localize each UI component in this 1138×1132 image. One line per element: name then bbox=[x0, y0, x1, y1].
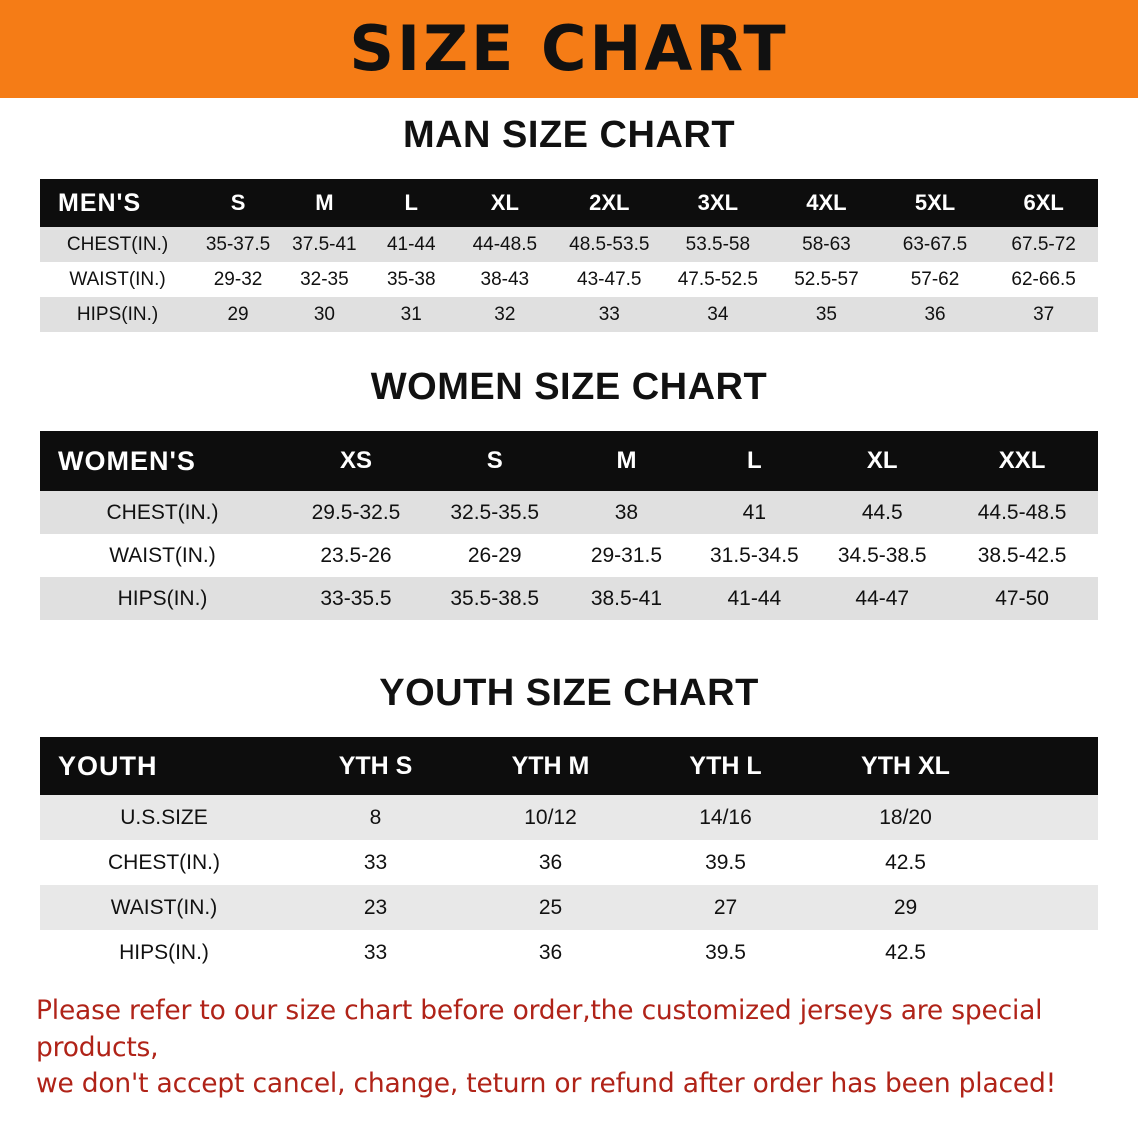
men-col-header: M bbox=[315, 190, 334, 215]
women-col-header: S bbox=[486, 447, 503, 474]
men-size-table bbox=[40, 179, 1098, 332]
men-header-row bbox=[40, 179, 1098, 227]
table-row bbox=[40, 262, 1098, 297]
women-header-row bbox=[40, 431, 1098, 491]
youth-cell: 29 bbox=[893, 895, 918, 919]
men-cell: 32 bbox=[494, 303, 516, 325]
youth-col-header: YTH S bbox=[338, 751, 413, 780]
men-col-header: 2XL bbox=[589, 190, 630, 215]
women-cell: 41 bbox=[742, 500, 767, 524]
table-row bbox=[40, 491, 1098, 534]
women-cell: 34.5-38.5 bbox=[837, 543, 927, 567]
men-col-header: XL bbox=[490, 190, 519, 215]
women-cell: 31.5-34.5 bbox=[709, 543, 799, 567]
youth-cell: 8 bbox=[369, 805, 382, 829]
table-row bbox=[40, 534, 1098, 577]
men-cell: 62-66.5 bbox=[1011, 268, 1076, 290]
men-cell: 33 bbox=[598, 303, 620, 325]
youth-cell: 33 bbox=[363, 940, 388, 964]
youth-cell: 33 bbox=[363, 850, 388, 874]
youth-cell-spacer bbox=[998, 930, 1098, 975]
youth-cell: 42.5 bbox=[885, 940, 926, 964]
table-row bbox=[40, 885, 1098, 930]
men-cell: 38-43 bbox=[480, 268, 530, 290]
youth-cell: 39.5 bbox=[705, 940, 746, 964]
women-cell: 38.5-42.5 bbox=[977, 543, 1067, 567]
women-cell: 47-50 bbox=[995, 586, 1049, 610]
men-cell: 34 bbox=[707, 303, 729, 325]
men-cell: 29 bbox=[227, 303, 249, 325]
men-col-header: 5XL bbox=[914, 190, 956, 215]
women-row-label: WAIST(IN.) bbox=[109, 543, 216, 567]
women-cell: 35.5-38.5 bbox=[450, 586, 540, 610]
women-cell: 23.5-26 bbox=[320, 543, 392, 567]
youth-cell-spacer bbox=[998, 840, 1098, 885]
youth-header-row bbox=[40, 737, 1098, 795]
policy-note bbox=[36, 993, 1102, 1103]
women-cell: 26-29 bbox=[467, 543, 522, 567]
men-cell: 57-62 bbox=[910, 268, 960, 290]
women-cell: 41-44 bbox=[727, 586, 782, 610]
youth-row-label: U.S.SIZE bbox=[120, 805, 208, 829]
women-col-header: L bbox=[747, 447, 762, 474]
youth-col-header: YTH XL bbox=[861, 751, 950, 780]
women-cell: 44.5-48.5 bbox=[977, 500, 1067, 524]
men-cell: 37 bbox=[1033, 303, 1055, 325]
men-col-header: L bbox=[404, 190, 418, 215]
youth-col-header: YTH L bbox=[689, 751, 762, 780]
women-chart-wrap bbox=[40, 431, 1098, 620]
men-cell: 47.5-52.5 bbox=[677, 268, 758, 290]
women-col-header: M bbox=[616, 447, 637, 474]
women-size-table bbox=[40, 431, 1098, 620]
youth-cell: 14/16 bbox=[699, 805, 752, 829]
youth-row-label: HIPS(IN.) bbox=[119, 940, 209, 964]
table-row bbox=[40, 795, 1098, 840]
women-row-label: CHEST(IN.) bbox=[106, 500, 219, 524]
men-cell: 37.5-41 bbox=[292, 233, 357, 255]
women-cell: 38.5-41 bbox=[590, 586, 663, 610]
youth-cell: 36 bbox=[538, 850, 563, 874]
women-col-header: XXL bbox=[998, 447, 1046, 474]
men-cell: 43-47.5 bbox=[577, 268, 642, 290]
men-col-header: 4XL bbox=[806, 190, 847, 215]
men-row-label: WAIST(IN.) bbox=[69, 268, 166, 290]
men-cell: 35-37.5 bbox=[205, 233, 271, 255]
youth-cell: 18/20 bbox=[879, 805, 932, 829]
men-cell: 35 bbox=[815, 303, 837, 325]
women-cell: 33-35.5 bbox=[320, 586, 392, 610]
women-cell: 29.5-32.5 bbox=[311, 500, 401, 524]
men-col-header: 3XL bbox=[697, 190, 739, 215]
youth-cell-spacer bbox=[998, 795, 1098, 840]
youth-cell-spacer bbox=[998, 885, 1098, 930]
men-row-label: HIPS(IN.) bbox=[76, 303, 159, 325]
men-cell: 32-35 bbox=[300, 268, 349, 290]
youth-row-label: CHEST(IN.) bbox=[108, 850, 220, 874]
youth-row-label: WAIST(IN.) bbox=[110, 895, 218, 919]
women-section-heading: WOMEN SIZE CHART bbox=[370, 366, 768, 408]
men-col-header: S bbox=[230, 190, 246, 215]
men-cell: 35-38 bbox=[386, 268, 436, 290]
youth-col-spacer bbox=[998, 737, 1098, 795]
men-col-header: 6XL bbox=[1023, 190, 1064, 215]
women-corner-label: WOMEN'S bbox=[58, 445, 196, 476]
women-col-header: XL bbox=[866, 447, 898, 474]
men-cell: 31 bbox=[400, 303, 422, 325]
youth-corner-label: YOUTH bbox=[58, 750, 158, 781]
women-cell: 44-47 bbox=[855, 586, 910, 610]
youth-chart-wrap bbox=[40, 737, 1098, 975]
youth-cell: 36 bbox=[538, 940, 563, 964]
table-row bbox=[40, 930, 1098, 975]
men-cell: 36 bbox=[924, 303, 946, 325]
table-row bbox=[40, 840, 1098, 885]
men-cell: 29-32 bbox=[213, 268, 263, 290]
men-corner-label: MEN'S bbox=[58, 188, 142, 217]
table-row bbox=[40, 577, 1098, 620]
policy-note-line-1: Please refer to our size chart before order,the customized jerseys are special products, bbox=[36, 995, 1043, 1063]
men-row-label: CHEST(IN.) bbox=[66, 233, 169, 255]
table-row bbox=[40, 227, 1098, 262]
men-section-heading: MAN SIZE CHART bbox=[402, 114, 736, 156]
youth-cell: 23 bbox=[363, 895, 388, 919]
men-cell: 44-48.5 bbox=[472, 233, 538, 255]
youth-cell: 39.5 bbox=[705, 850, 746, 874]
youth-cell: 10/12 bbox=[524, 805, 577, 829]
men-cell: 63-67.5 bbox=[902, 233, 968, 255]
youth-cell: 25 bbox=[538, 895, 563, 919]
youth-cell: 42.5 bbox=[885, 850, 926, 874]
women-cell: 44.5 bbox=[861, 500, 903, 524]
youth-cell: 27 bbox=[713, 895, 738, 919]
women-cell: 38 bbox=[614, 500, 639, 524]
youth-size-table bbox=[40, 737, 1098, 975]
men-cell: 53.5-58 bbox=[685, 233, 751, 255]
women-row-label: HIPS(IN.) bbox=[117, 586, 208, 610]
men-chart-wrap bbox=[40, 179, 1098, 332]
men-cell: 67.5-72 bbox=[1011, 233, 1076, 255]
youth-col-header: YTH M bbox=[511, 751, 590, 780]
table-row bbox=[40, 297, 1098, 332]
women-col-header: XS bbox=[339, 447, 372, 474]
youth-section-heading: YOUTH SIZE CHART bbox=[379, 672, 759, 714]
men-cell: 52.5-57 bbox=[794, 268, 859, 290]
policy-note-line-2: we don't accept cancel, change, teturn or refund after order has been placed! bbox=[36, 1068, 1057, 1100]
men-cell: 41-44 bbox=[386, 233, 436, 255]
page-banner bbox=[0, 0, 1138, 98]
men-cell: 48.5-53.5 bbox=[569, 233, 650, 255]
men-cell: 58-63 bbox=[802, 233, 851, 255]
women-cell: 32.5-35.5 bbox=[450, 500, 540, 524]
men-cell: 30 bbox=[313, 303, 335, 325]
women-cell: 29-31.5 bbox=[590, 543, 663, 567]
page-title: SIZE CHART bbox=[349, 12, 789, 85]
